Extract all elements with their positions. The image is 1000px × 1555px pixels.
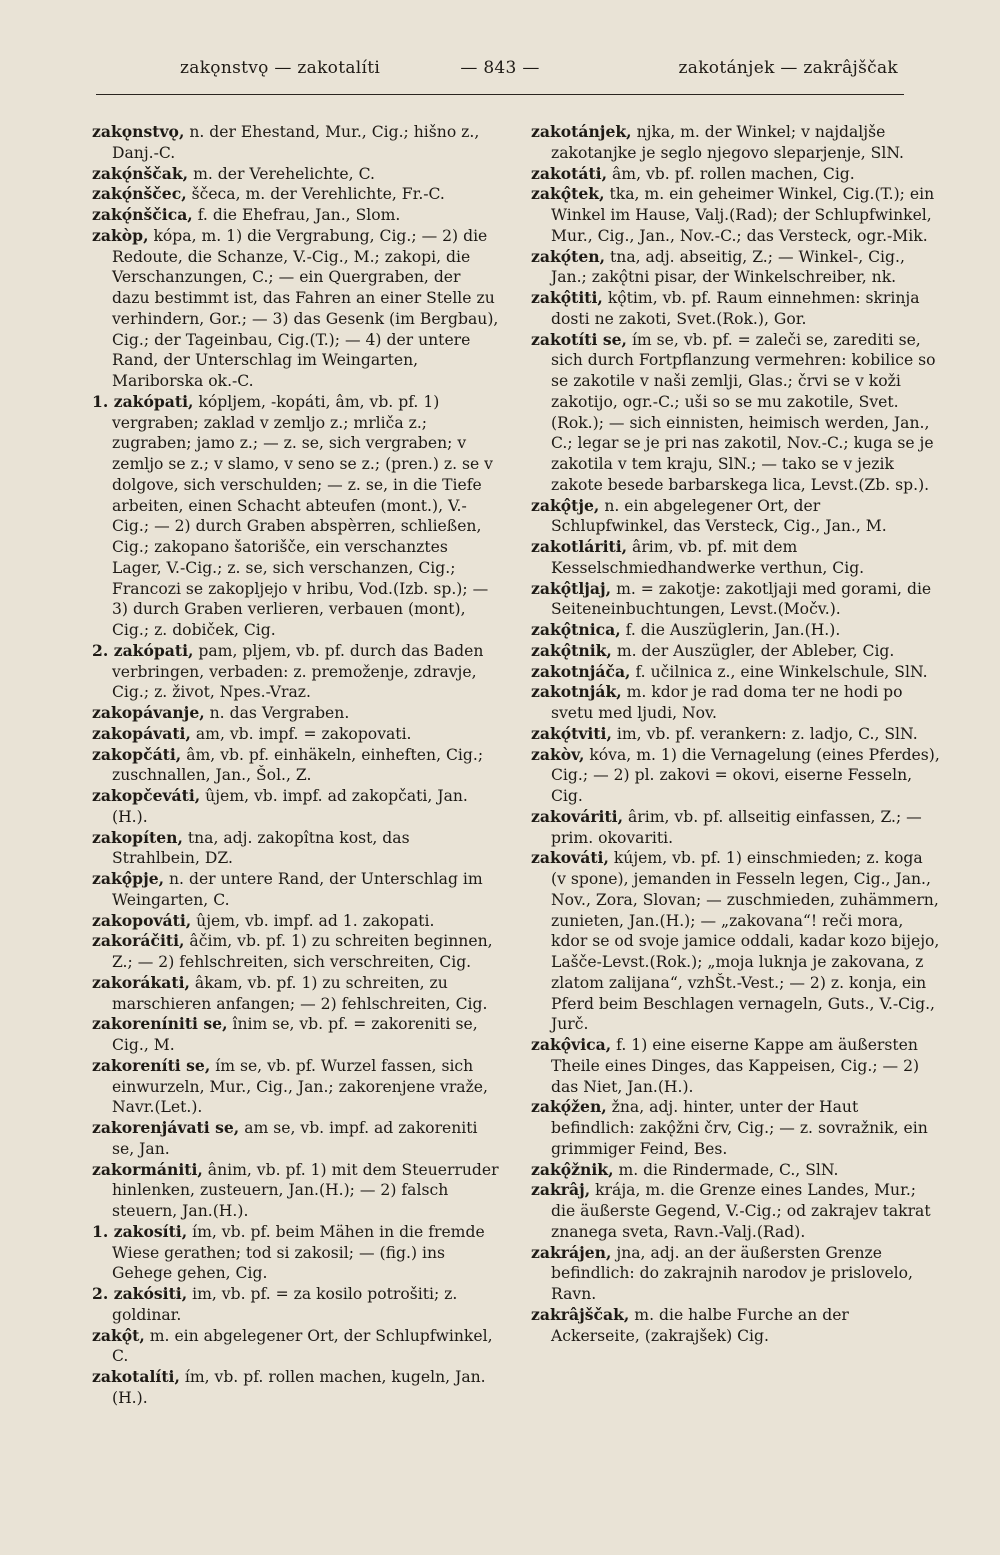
entry-headword: zakǫ́žen, [531,1097,607,1117]
entry-definition: m. der Verehelichte, C. [188,164,375,183]
dictionary-entry [531,1035,941,1097]
entry-headword: zakováriti, [531,806,624,826]
dictionary-entry [92,1222,502,1284]
entry-headword: zakǫ̂t, [92,1325,145,1345]
dictionary-entry [92,164,502,185]
entry-definition: ârim, vb. pf. allseitig einfassen, Z.; — prim. okovariti. [551,807,922,847]
entry-headword: zakǫ̂pje, [92,869,165,888]
dictionary-entry [531,682,941,724]
dictionary-entry [531,122,941,164]
entry-definition: njka, m. der Winkel; v najdaljše zakotanjke je seglo njegovo sleparjenje, SlN. [551,123,904,162]
dictionary-entry [92,226,502,392]
entry-headword: zakòv, [531,744,585,764]
dictionary-entry [531,745,941,807]
dictionary-entry [92,641,502,703]
dictionary-entry [92,1160,502,1222]
entry-definition: âm, vb. pf. rollen machen, Cig. [607,164,855,183]
entry-definition: im, vb. pf. = za kosilo potrošiti; z. goldinar. [112,1285,458,1324]
entry-headword: zakotáti, [531,163,608,183]
dictionary-entry [531,724,941,745]
entry-definition: n. der untere Rand, der Unterschlag im Weingarten, C. [112,870,483,909]
dictionary-entry [531,330,941,496]
dictionary-entry [92,931,502,973]
dictionary-entry [92,205,502,226]
dictionary-entry [92,1284,502,1326]
entry-definition: am, vb. impf. = zakopovati. [190,724,412,743]
entry-headword: zakǫ̂vica, [531,1035,612,1054]
entry-definition: f. 1) eine eiserne Kappe am äußersten Theile eines Dinges, das Kappeisen, Cig.; — 2) das Niet, Jan.(H.). [551,1036,920,1096]
dictionary-entry [531,1243,941,1305]
dictionary-entry [92,1118,502,1160]
entry-definition: kópa, m. 1) die Vergrabung, Cig.; — 2) die Redoute, die Schanze, V.-Cig., M.; zakopi, die Verschanzungen, C.; — ein Quergraben, der dazu bestimmt ist, das Fahren an einer Stelle zu verhindern, Gor.; — 3) das Gesenk (im Bergbau), Cig.; der Tageinbau, Cig.(T.); — 4) der untere Rand, der Unterschlag im Weingarten, Mariborska ok.-C. [112,226,499,390]
dictionary-entry [531,247,941,289]
dictionary-entry [531,164,941,185]
entry-headword: zakǫ̂titi, [531,288,603,307]
entry-definition: f. učilnica z., eine Winkelschule, SlN. [630,662,928,681]
entry-definition: tna, adj. zakopîtna kost, das Strahlbein, DZ. [112,828,410,868]
entry-headword: zakopčáti, [92,744,182,764]
entry-definition: kópljem, -kopáti, âm, vb. pf. 1) vergraben; zaklad v zemljo z.; mrliča z.; zugraben; jamo z.; — z. se, sich vergraben; v zemljo se z.; v slamo, v seno se z.; (pren.) z. se v dolgove, sich verschulden; — z. se, in die Tiefe arbeiten, einen Schacht abteufen (mont.), V.-Cig.; — 2) durch Graben abspèrren, schließen, Cig.; zakopano šatorišče, ein verschanztes Lager, V.-Cig.; z. se, sich verschanzen, Cig.; Francozi se zakopljejo v hribu, Vod.(Izb. sp.); — 3) durch Graben verlieren, verbauen (mont), Cig.; z. dobiček, Cig. [112,392,493,639]
entry-definition: m. = zakotje: zakotljaji med gorami, die Seiteneinbuchtungen, Levst.(Močv.). [551,579,932,619]
entry-headword: zakǫ́nščak, [92,163,189,183]
entry-headword: zakrâj, [531,1180,591,1200]
dictionary-entry [92,1326,502,1368]
dictionary-entry [92,392,502,641]
entry-definition: n. der Ehestand, Mur., Cig.; hišno z., Danj.-C. [112,123,480,162]
entry-headword: zakrájen, [531,1242,612,1262]
entry-definition: m. kdor je rad doma ter ne hodi po svetu med ljudi, Nov. [551,683,903,722]
entry-headword: zakǫ́tviti, [531,723,612,743]
entry-definition: pam, pljem, vb. pf. durch das Baden verbringen, verbaden: z. premoženje, zdravje, Cig.; z. život, Npes.-Vraz. [112,641,484,702]
dictionary-entry [531,620,941,641]
dictionary-entry [531,1097,941,1159]
dictionary-entry [531,662,941,683]
entry-headword: zakǫ̂tnik, [531,640,612,660]
entry-headword: zakòp, [92,225,149,245]
entry-definition: ím se, vb. pf. Wurzel fassen, sich einwurzeln, Mur., Cig., Jan.; zakorenjene vraže, Navr.(Let.). [112,1056,488,1117]
entry-headword: 2. zakópati, [92,640,194,660]
entry-headword: zakormániti, [92,1159,203,1179]
entry-headword: zakopávati, [92,723,191,743]
dictionary-entry [92,869,502,911]
entry-headword: zakorákati, [92,972,190,992]
entry-headword: zakotíti se, [531,329,627,349]
entry-definition: m. der Auszügler, der Ableber, Cig. [611,641,895,660]
running-header [96,58,904,88]
dictionary-entry [92,1367,502,1409]
entry-definition: ânim, vb. pf. 1) mit dem Steuerruder hinlenken, zusteuern, Jan.(H.); — 2) falsch steuern, Jan.(H.). [112,1160,499,1220]
dictionary-entry [92,828,502,870]
dictionary-entry [92,703,502,724]
entry-headword: 2. zakósiti, [92,1284,188,1303]
entry-headword: zakǫ́ten, [531,246,606,266]
entry-definition: n. ein abgelegener Ort, der Schlupfwinkel, das Versteck, Cig., Jan., M. [551,496,887,536]
entry-definition: f. die Auszüglerin, Jan.(H.). [620,621,841,639]
dictionary-entry [92,1056,502,1118]
dictionary-entry [92,786,502,828]
entry-definition: ûjem, vb. impf. ad zakopčati, Jan.(H.). [112,787,468,826]
entry-headword: zakǫ̂tljaj, [531,578,612,598]
entry-definition: m. die halbe Furche an der Ackerseite, (zakrajšek) Cig. [551,1305,849,1345]
dictionary-entry [531,537,941,579]
dictionary-entry [531,848,941,1035]
page-number: — 843 — [460,58,540,78]
entry-definition: krája, m. die Grenze eines Landes, Mur.; die äußerste Gegend, V.-Cig.; od zakrajev takrat znanega sveta, Ravn.-Valj.(Rad). [551,1181,931,1241]
entry-headword: zakotnják, [531,682,622,702]
dictionary-entry [92,1014,502,1056]
dictionary-entry [92,973,502,1015]
dictionary-entry [531,496,941,538]
dictionary-entry [531,184,941,246]
entry-definition: âkam, vb. pf. 1) zu schreiten, zu marschieren anfangen; — 2) fehlschreiten, Cig. [112,973,488,1013]
header-right-guideword: zakotánjek — zakrâjščak [678,58,898,78]
entry-definition: žna, adj. hinter, unter der Haut befindlich: zakǫ̂žni črv, Cig.; — z. sovražnik, ein grimmiger Feind, Bes. [551,1098,928,1158]
entry-definition: ščeca, m. der Verehlichte, Fr.-C. [186,185,445,204]
entry-headword: zakopávanje, [92,703,205,722]
dictionary-entry [92,745,502,787]
entry-headword: zakotalíti, [92,1367,180,1386]
entry-definition: ûjem, vb. impf. ad 1. zakopati. [191,911,435,930]
entry-definition: am se, vb. impf. ad zakoreniti se, Jan. [112,1119,478,1158]
entry-headword: zakotnjáča, [531,661,631,681]
right-column [531,122,941,1346]
entry-definition: kǫ̂tim, vb. pf. Raum einnehmen: skrinja dosti ne zakoti, Svet.(Rok.), Gor. [551,289,920,328]
header-rule [96,94,904,95]
entry-headword: 1. zakosíti, [92,1221,188,1241]
entry-definition: ím, vb. pf. beim Mähen in die fremde Wiese gerathen; tod si zakosil; — (fig.) ins Gehege gehen, Cig. [112,1222,485,1283]
entry-headword: 1. zakópati, [92,391,194,411]
entry-definition: ârim, vb. pf. mit dem Kesselschmiedhandwerke verthun, Cig. [551,538,865,577]
entry-headword: zakǫ̂žnik, [531,1159,614,1179]
entry-headword: zakǫnstvǫ, [92,122,185,141]
dictionary-entry [92,724,502,745]
dictionary-entry [92,911,502,932]
entry-headword: zakováti, [531,848,609,868]
entry-definition: m. ein abgelegener Ort, der Schlupfwinkel, C. [112,1326,493,1366]
dictionary-entry [531,288,941,330]
entry-definition: tka, m. ein geheimer Winkel, Cig.(T.); ein Winkel im Hause, Valj.(Rad); der Schlupfwinkel, Mur., Cig., Jan., Nov.-C.; das Versteck, ogr.-Mik. [551,185,935,245]
left-column [92,122,502,1409]
dictionary-entry [92,122,502,164]
entry-definition: im, vb. pf. verankern: z. ladjo, C., SlN. [611,724,918,743]
entry-headword: zakoráčiti, [92,931,185,951]
entry-headword: zakopčeváti, [92,786,201,805]
dictionary-entry [531,1305,941,1347]
header-left-guideword: zakǫnstvǫ — zakotalíti [180,58,381,78]
entry-definition: âčim, vb. pf. 1) zu schreiten beginnen, Z.; — 2) fehlschreiten, sich verschreiten, Cig. [112,932,493,971]
dictionary-entry [531,641,941,662]
entry-definition: înim se, vb. pf. = zakoreniti se, Cig., M. [112,1015,478,1054]
entry-headword: zakǫ́nščec, [92,184,187,204]
entry-headword: zakǫ̂tek, [531,184,605,204]
dictionary-entry [531,807,941,849]
entry-definition: jna, adj. an der äußersten Grenze befindlich: do zakrajnih narodov je prislovelo, Ravn. [551,1243,914,1303]
entry-headword: zakoreníniti se, [92,1014,228,1034]
entry-headword: zakotláriti, [531,537,628,556]
dictionary-entry [531,579,941,621]
entry-definition: tna, adj. abseitig, Z.; — Winkel-, Cig., Jan.; zakǫ̂tni pisar, der Winkelschreiber, nk. [551,247,905,287]
entry-headword: zakǫ́nščica, [92,205,193,224]
entry-definition: kújem, vb. pf. 1) einschmieden; z. koga (v spone), jemanden in Fesseln legen, Cig., Jan., Nov., Zora, Slovan; — zuschmieden, zuhämmern, zunieten, Jan.(H.); — „zakovana“! reči mora, kdor se od svoje jamice oddali, kadar kozo bijejo, Lašče-Levst.(Rok.); „moja luknja je zakovana, z zlatom zalijana“, vzhŠt.-Vest.; — 2) z. konja, ein Pferd beim Beschlagen vernageln, Guts., V.-Cig., Jurč. [551,849,940,1034]
entry-definition: ím, vb. pf. rollen machen, kugeln, Jan.(H.). [112,1368,486,1407]
entry-definition: ím se, vb. pf. = zaleči se, zarediti se, sich durch Fortpflanzung vermehren: kobilice so se zakotile v naši zemlji, Glas.; črvi se v koži zakotijo, ogr.-C.; uši so se mu zakotile, Svet.(Rok.); — sich einnisten, heimisch werden, Jan., C.; legar se je pri nas zakotil, Nov.-C.; kuga se je zakotila v tem kraju, SlN.; — tako se v jezik zakote besede barbarskega lica, Levst.(Zb. sp.). [551,330,936,494]
entry-headword: zakrâjščak, [531,1304,630,1324]
entry-headword: zakǫ̂tnica, [531,620,621,639]
entry-headword: zakopováti, [92,910,192,930]
entry-definition: kóva, m. 1) die Vernagelung (eines Pferdes), Cig.; — 2) pl. zakovi = okovi, eiserne Fesseln, Cig. [551,745,940,805]
entry-headword: zakǫ̂tje, [531,495,600,515]
entry-headword: zakotánjek, [531,122,632,141]
dictionary-entry [531,1160,941,1181]
entry-definition: n. das Vergraben. [204,704,350,722]
entry-headword: zakorenjávati se, [92,1118,240,1137]
dictionary-entry [92,184,502,205]
entry-headword: zakopíten, [92,827,183,847]
entry-headword: zakoreníti se, [92,1055,211,1075]
entry-definition: m. die Rindermade, C., SlN. [613,1160,839,1179]
dictionary-entry [531,1180,941,1242]
entry-definition: f. die Ehefrau, Jan., Slom. [192,206,401,224]
entry-definition: âm, vb. pf. einhäkeln, einheften, Cig.; zuschnallen, Jan., Šol., Z. [112,745,484,785]
